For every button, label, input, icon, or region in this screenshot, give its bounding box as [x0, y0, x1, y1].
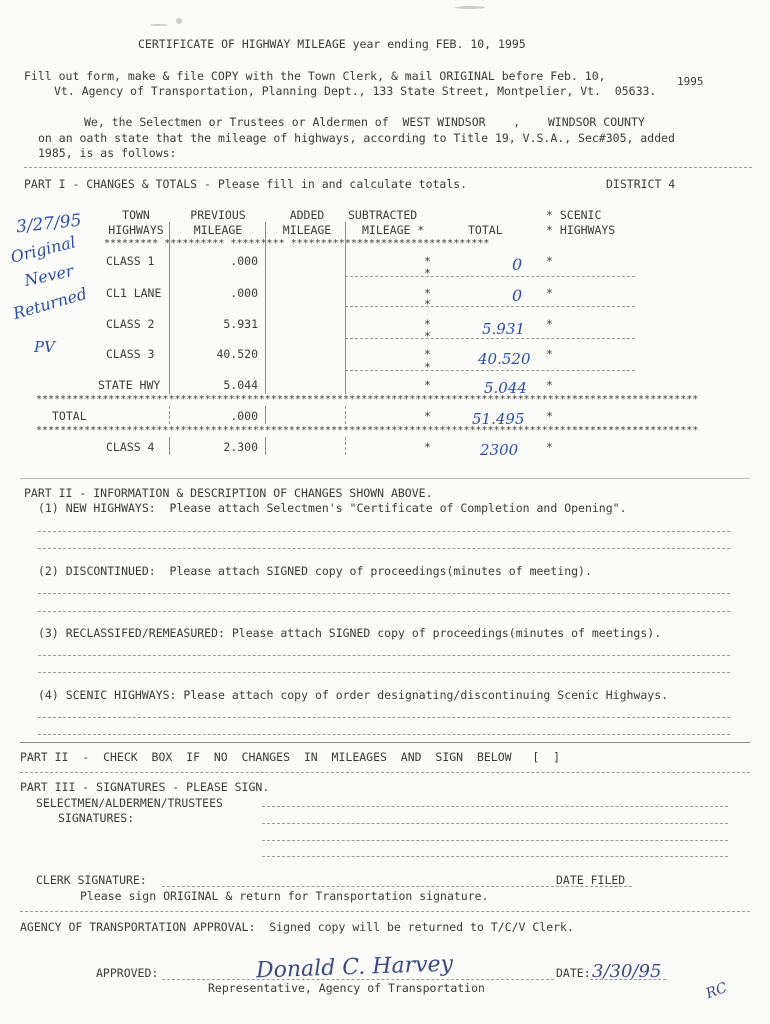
- date-filed-label: DATE FILED: [556, 873, 626, 887]
- row-line: [345, 306, 635, 307]
- form-title: CERTIFICATE OF HIGHWAY MILEAGE year ending FEB. 10, 1995: [138, 37, 526, 51]
- col-town-header: HIGHWAYS: [108, 223, 164, 237]
- star-row: ********* ********** ********* *********************************: [104, 238, 490, 249]
- col-added-header: MILEAGE: [282, 223, 332, 237]
- column-line: [345, 222, 346, 394]
- class4-label: CLASS 4: [106, 440, 155, 454]
- column-line: [345, 437, 346, 455]
- margin-note-text: Never: [22, 261, 76, 290]
- row-previous: .000: [230, 286, 258, 300]
- total-value: 51.495: [472, 410, 525, 428]
- star: *: [424, 360, 431, 374]
- part2-item-3: (3) RECLASSIFED/REMEASURED: Please attach SIGNED copy of proceedings(minutes of meetings).: [38, 626, 662, 640]
- approval-initials: RC: [703, 979, 730, 1003]
- scan-mark: [455, 6, 485, 9]
- date-label: DATE:: [556, 966, 591, 980]
- part3-title: PART III - SIGNATURES - PLEASE SIGN.: [20, 780, 270, 794]
- star: *: [424, 254, 431, 268]
- selectmen-label: SIGNATURES:: [58, 811, 135, 825]
- star: *: [424, 347, 431, 361]
- oath-line-1: We, the Selectmen or Trustees or Aldermen of WEST WINDSOR , WINDSOR COUNTY: [84, 115, 645, 129]
- star: *: [424, 286, 431, 300]
- col-subtracted-header: SUBTRACTED: [348, 208, 418, 222]
- signature-line[interactable]: [262, 840, 728, 841]
- fill-line: [38, 655, 730, 656]
- scan-mark: [176, 18, 182, 24]
- margin-note-date: 3/27/95: [15, 210, 83, 238]
- district-label: DISTRICT 4: [606, 177, 676, 191]
- row-previous: 40.520: [216, 347, 258, 361]
- row-line: [345, 370, 635, 371]
- no-changes-checkbox-line[interactable]: PART II - CHECK BOX IF NO CHANGES IN MILEAGES AND SIGN BELOW [ ]: [20, 750, 561, 764]
- part2-item-1: (1) NEW HIGHWAYS: Please attach Selectmen's "Certificate of Completion and Opening".: [38, 501, 627, 515]
- col-previous-header: MILEAGE: [193, 223, 243, 237]
- fill-line: [38, 672, 730, 673]
- column-line: [169, 406, 170, 424]
- divider: [20, 911, 750, 912]
- row-label: CLASS 3: [106, 347, 155, 361]
- margin-note-initials: PV: [34, 338, 55, 356]
- divider: [20, 478, 750, 479]
- divider: [20, 742, 750, 743]
- column-line: [265, 406, 266, 424]
- oath-line-3: 1985, is as follows:: [38, 146, 177, 160]
- col-scenic-header: * HIGHWAYS: [546, 223, 616, 237]
- row-previous: 5.044: [223, 378, 258, 392]
- clerk-signature-line[interactable]: [162, 886, 554, 887]
- margin-note-text: Original: [8, 232, 78, 267]
- date-filed-line[interactable]: [556, 886, 632, 887]
- star-row: **************************************************************************************************************: [36, 394, 699, 405]
- star: *: [424, 440, 431, 454]
- instruction-line-1: Fill out form, make & file COPY with the Town Clerk, & mail ORIGINAL before Feb. 10,: [24, 69, 606, 83]
- row-previous: 5.931: [223, 317, 258, 331]
- selectmen-label: SELECTMEN/ALDERMEN/TRUSTEES: [36, 796, 223, 810]
- col-total-header: TOTAL: [468, 223, 503, 237]
- row-label: CL1 LANE: [106, 286, 162, 300]
- approval-date: 3/30/95: [592, 961, 662, 982]
- fill-line: [38, 593, 730, 594]
- fill-line: [38, 548, 730, 549]
- row-label: STATE HWY: [98, 378, 161, 392]
- representative-label: Representative, Agency of Transportation: [208, 981, 485, 995]
- fill-line: [38, 611, 730, 612]
- total-previous: .000: [230, 409, 258, 423]
- clerk-note: Please sign ORIGINAL & return for Transportation signature.: [80, 889, 489, 903]
- column-line: [169, 222, 170, 394]
- row-label: CLASS 1: [106, 254, 155, 268]
- fill-line: [38, 717, 730, 718]
- col-scenic-header: * SCENIC: [546, 208, 602, 222]
- row-total: 0: [512, 255, 523, 274]
- row-line: [345, 338, 635, 339]
- part2-item-4: (4) SCENIC HIGHWAYS: Please attach copy of order designating/discontinuing Scenic Highways.: [38, 688, 669, 702]
- star: *: [546, 378, 553, 392]
- agency-approval: AGENCY OF TRANSPORTATION APPROVAL: Signed copy will be returned to T/C/V Clerk.: [20, 920, 574, 934]
- row-total: 5.931: [482, 320, 525, 338]
- star: *: [546, 440, 553, 454]
- class4-previous: 2.300: [223, 440, 258, 454]
- star: *: [424, 297, 431, 311]
- col-subtracted-header: MILEAGE *: [362, 223, 425, 237]
- row-previous: .000: [230, 254, 258, 268]
- star: *: [424, 266, 431, 280]
- star: *: [424, 378, 431, 392]
- row-total: 40.520: [478, 350, 531, 368]
- col-previous-header: PREVIOUS: [190, 208, 246, 222]
- star: *: [424, 409, 431, 423]
- star: *: [424, 317, 431, 331]
- instruction-line-2: Vt. Agency of Transportation, Planning Dept., 133 State Street, Montpelier, Vt. 05633.: [54, 84, 657, 98]
- class4-total: 2300: [480, 441, 519, 459]
- star: *: [546, 317, 553, 331]
- star: *: [546, 286, 553, 300]
- column-line: [265, 222, 266, 394]
- column-line: [265, 437, 266, 455]
- col-town-header: TOWN: [122, 208, 150, 222]
- total-label: TOTAL: [52, 409, 87, 423]
- star-row: **************************************************************************************************************: [36, 425, 699, 436]
- part1-title: PART I - CHANGES & TOTALS - Please fill in and calculate totals.: [24, 177, 468, 191]
- star: *: [546, 409, 553, 423]
- signature-line[interactable]: [262, 806, 728, 807]
- divider: [20, 772, 750, 773]
- row-line: [345, 276, 635, 277]
- column-line: [169, 437, 170, 455]
- row-label: CLASS 2: [106, 317, 155, 331]
- margin-note-text: Returned: [10, 283, 90, 324]
- star: *: [546, 347, 553, 361]
- row-total: 0: [512, 286, 523, 305]
- star: *: [424, 329, 431, 343]
- fill-line: [38, 734, 730, 735]
- scan-mark: [150, 24, 168, 26]
- col-added-header: ADDED: [289, 208, 325, 222]
- instruction-year: 1995: [677, 75, 704, 88]
- divider: [24, 167, 752, 168]
- part2-title: PART II - INFORMATION & DESCRIPTION OF CHANGES SHOWN ABOVE.: [24, 486, 433, 500]
- star: *: [546, 254, 553, 268]
- oath-line-2: on an oath state that the mileage of highways, according to Title 19, V.S.A., Sec#305, added: [38, 131, 675, 145]
- part2-item-2: (2) DISCONTINUED: Please attach SIGNED copy of proceedings(minutes of meeting).: [38, 564, 592, 578]
- signature-line[interactable]: [262, 856, 728, 857]
- approved-label: APPROVED:: [96, 966, 159, 980]
- clerk-signature-label: CLERK SIGNATURE:: [36, 873, 147, 887]
- row-total: 5.044: [484, 379, 527, 397]
- signature-line[interactable]: [262, 823, 728, 824]
- approval-signature: Donald C. Harvey: [255, 951, 454, 984]
- fill-line: [38, 531, 730, 532]
- column-line: [345, 406, 346, 424]
